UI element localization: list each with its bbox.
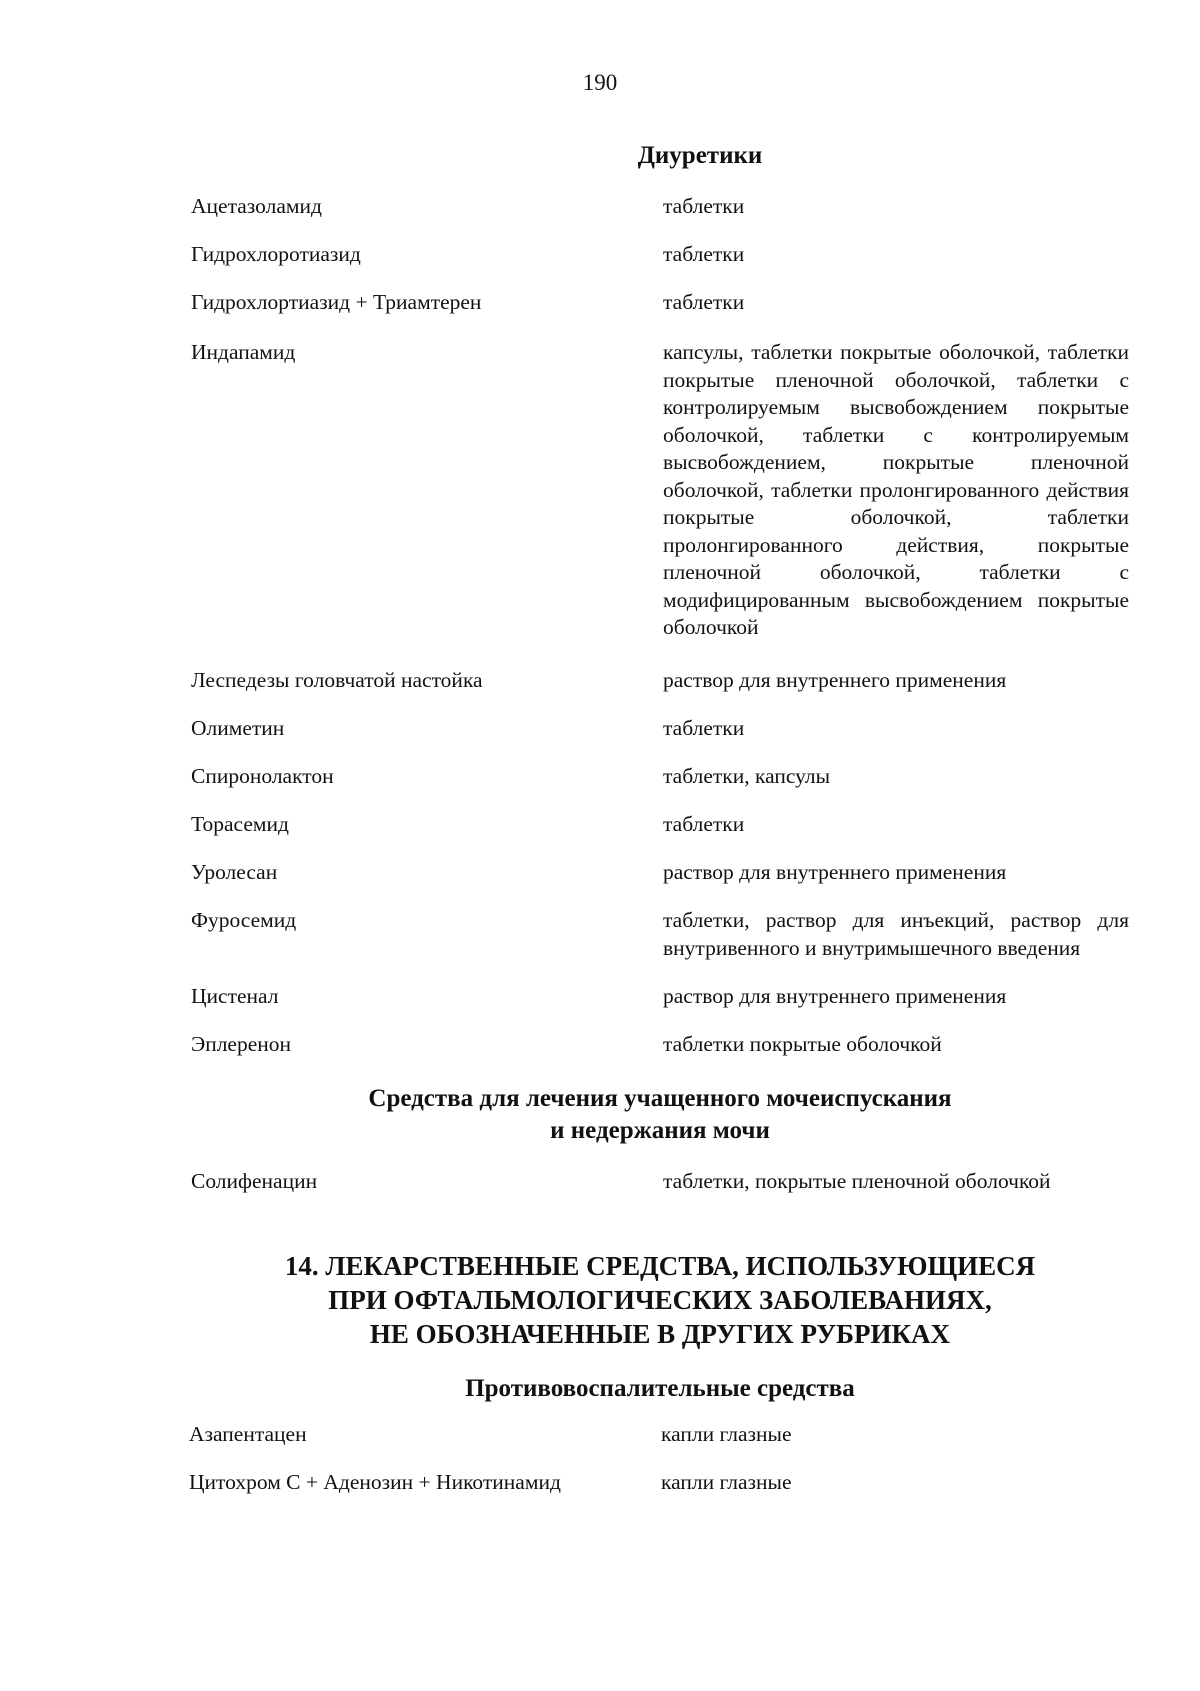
drug-form: раствор для внутреннего применения [663,984,1007,1008]
drug-name: Ацетазоламид [191,194,322,218]
drug-form: раствор для внутреннего применения [663,668,1007,692]
drug-name: Азапентацен [189,1422,307,1446]
drug-name: Леспедезы головчатой настойка [191,668,483,692]
drug-name: Индапамид [191,340,296,364]
drug-form: таблетки [663,290,745,314]
drug-form: таблетки [663,242,745,266]
drug-name: Цитохром С + Аденозин + Никотинамид [189,1470,561,1494]
page-number: 190 [582,70,618,95]
section-title-line2: ПРИ ОФТАЛЬМОЛОГИЧЕСКИХ ЗАБОЛЕВАНИЯХ, [328,1285,992,1315]
drug-name: Спиронолактон [191,764,334,788]
drug-name: Цистенал [191,984,279,1008]
drug-form: таблетки [663,716,745,740]
drug-name: Эплеренон [191,1032,292,1056]
drug-form: капсулы, таблетки покрытые оболочкой, таблетки покрытые пленочной оболочкой, таблетки с контролируемым высвобождением покрытые оболочкой, таблетки с контролируемым высвобождением, покрытые пленочной оболочкой, таблетки пролонгированного действия покрытые оболочкой, таблетки пролонгированного действия, покрытые пленочной оболочкой, таблетки с модифицированным высвобождением покрытые оболочкой [663,340,1129,639]
section-title-line1: 14. ЛЕКАРСТВЕННЫЕ СРЕДСТВА, ИСПОЛЬЗУЮЩИЕСЯ [284,1251,1036,1281]
heading-urinary-line2: и недержания мочи [550,1117,770,1144]
drug-name: Гидрохлортиазид + Триамтерен [191,290,482,314]
heading-anti-inflammatory: Противовоспалительные средства [465,1375,855,1402]
drug-form: раствор для внутреннего применения [663,860,1007,884]
section-title-line3: НЕ ОБОЗНАЧЕННЫЕ В ДРУГИХ РУБРИКАХ [369,1319,951,1349]
drug-form: таблетки, покрытые пленочной оболочкой [663,1169,1051,1193]
drug-name: Гидрохлоротиазид [191,242,361,266]
drug-name: Уролесан [191,860,278,884]
drug-form: капли глазные [661,1422,792,1446]
drug-name: Торасемид [191,812,289,836]
drug-form: таблетки [663,194,745,218]
drug-form: капли глазные [661,1470,792,1494]
drug-form: таблетки, капсулы [663,764,831,788]
drug-form: таблетки [663,812,745,836]
drug-name: Фуросемид [191,908,297,932]
drug-form: таблетки покрытые оболочкой [663,1032,942,1056]
drug-name: Солифенацин [191,1169,318,1193]
drug-form: таблетки, раствор для инъекций, раствор для внутривенного и внутримышечного введения [663,908,1129,960]
heading-diuretics: Диуретики [637,142,763,169]
heading-urinary-line1: Средства для лечения учащенного мочеиспускания [368,1085,952,1112]
drug-name: Олиметин [191,716,285,740]
